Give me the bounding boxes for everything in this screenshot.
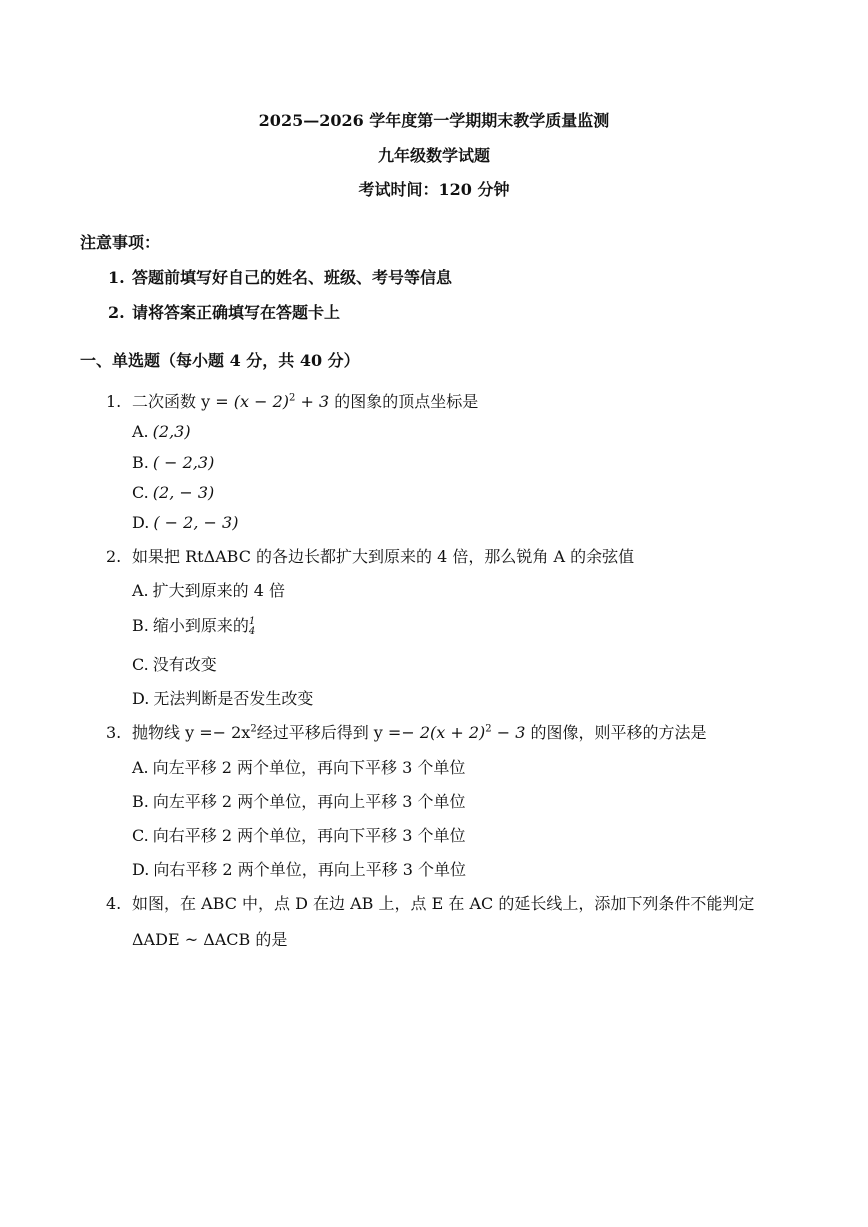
question-number: 3. <box>106 723 122 742</box>
math-expression: − 3 <box>491 723 526 742</box>
option-d <box>132 686 313 709</box>
option-label: A. <box>132 581 149 600</box>
exam-title: 2025—2026 学年度第一学期期末教学质量监测 <box>258 111 610 130</box>
option-label: C. <box>132 655 149 674</box>
question-text: 抛物线 y =− 2x <box>132 723 251 742</box>
question-number: 2. <box>106 547 122 566</box>
question-text: 如果把 RtΔABC 的各边长都扩大到原来的 4 倍，那么锐角 A 的余弦值 <box>132 547 635 566</box>
question-text: 的图像，则平移的方法是 <box>525 723 707 742</box>
question-3 <box>106 720 707 743</box>
option-text: ( − 2, − 3) <box>153 513 239 532</box>
option-label: D. <box>132 860 150 879</box>
option-d <box>132 513 238 532</box>
exam-subtitle: 九年级数学试题 <box>377 146 490 165</box>
option-label: C. <box>132 826 149 845</box>
question-number: 4. <box>106 894 122 913</box>
option-label: C. <box>132 483 149 502</box>
option-text: 向右平移 2 两个单位，再向下平移 3 个单位 <box>152 826 466 845</box>
math-expression: (x − 2) <box>233 392 289 411</box>
question-text: 如图，在 ABC 中，点 D 在边 AB 上，点 E 在 AC 的延长线上，添加下列条件不能判定 <box>132 894 755 913</box>
option-text: 无法判断是否发生改变 <box>153 689 314 708</box>
question-text: 经过平移后得到 y =− <box>256 723 420 742</box>
option-text: 扩大到原来的 4 倍 <box>152 581 285 600</box>
notes-heading: 注意事项： <box>80 233 161 252</box>
option-d <box>132 857 466 880</box>
question-2 <box>106 544 634 567</box>
option-b <box>132 613 255 637</box>
question-text: 二次函数 y = <box>132 392 234 411</box>
option-label: D. <box>132 689 150 708</box>
option-c <box>132 823 465 846</box>
fraction <box>249 617 255 637</box>
note-number: 1. <box>108 268 125 287</box>
option-label: B. <box>132 616 149 635</box>
option-c <box>132 652 217 675</box>
option-label: A. <box>132 422 149 441</box>
section-title: 一、单选题（每小题 4 分，共 40 分） <box>80 351 360 370</box>
option-label: A. <box>132 758 149 777</box>
option-b <box>132 789 466 812</box>
question-1 <box>106 389 478 412</box>
math-expression: + 3 <box>295 392 330 411</box>
note-item <box>108 265 452 288</box>
option-text: 缩小到原来的 <box>152 616 249 635</box>
exponent: 2 <box>485 723 492 735</box>
question-text: 的图象的顶点坐标是 <box>329 392 479 411</box>
note-text: 答题前填写好自己的姓名、班级、考号等信息 <box>132 268 453 287</box>
exponent: 2 <box>250 723 257 735</box>
option-text: 向左平移 2 两个单位，再向下平移 3 个单位 <box>152 758 466 777</box>
option-text: (2, − 3) <box>152 483 215 502</box>
exam-time: 考试时间：120 分钟 <box>358 180 510 199</box>
option-label: D. <box>132 513 150 532</box>
option-a <box>132 422 191 441</box>
question-continuation: ΔADE ~ ΔACB 的是 <box>132 930 288 949</box>
option-text: (2,3) <box>152 422 191 441</box>
exponent: 2 <box>288 392 296 404</box>
fraction-denominator: 4 <box>248 625 256 637</box>
note-number: 2. <box>108 303 125 322</box>
option-text: 向右平移 2 两个单位，再向上平移 3 个单位 <box>153 860 467 879</box>
option-label: B. <box>132 792 149 811</box>
note-text: 请将答案正确填写在答题卡上 <box>132 303 341 322</box>
fraction-numerator: 1 <box>248 615 256 627</box>
option-text: ( − 2,3) <box>152 453 215 472</box>
option-label: B. <box>132 453 149 472</box>
option-text: 没有改变 <box>152 655 217 674</box>
question-number: 1. <box>106 392 122 411</box>
option-a <box>132 578 285 601</box>
note-item <box>108 300 340 323</box>
option-text: 向左平移 2 两个单位，再向上平移 3 个单位 <box>152 792 466 811</box>
option-b <box>132 453 214 472</box>
option-c <box>132 483 214 502</box>
option-a <box>132 755 465 778</box>
question-4 <box>106 891 754 914</box>
math-expression: 2(x + 2) <box>419 723 486 742</box>
